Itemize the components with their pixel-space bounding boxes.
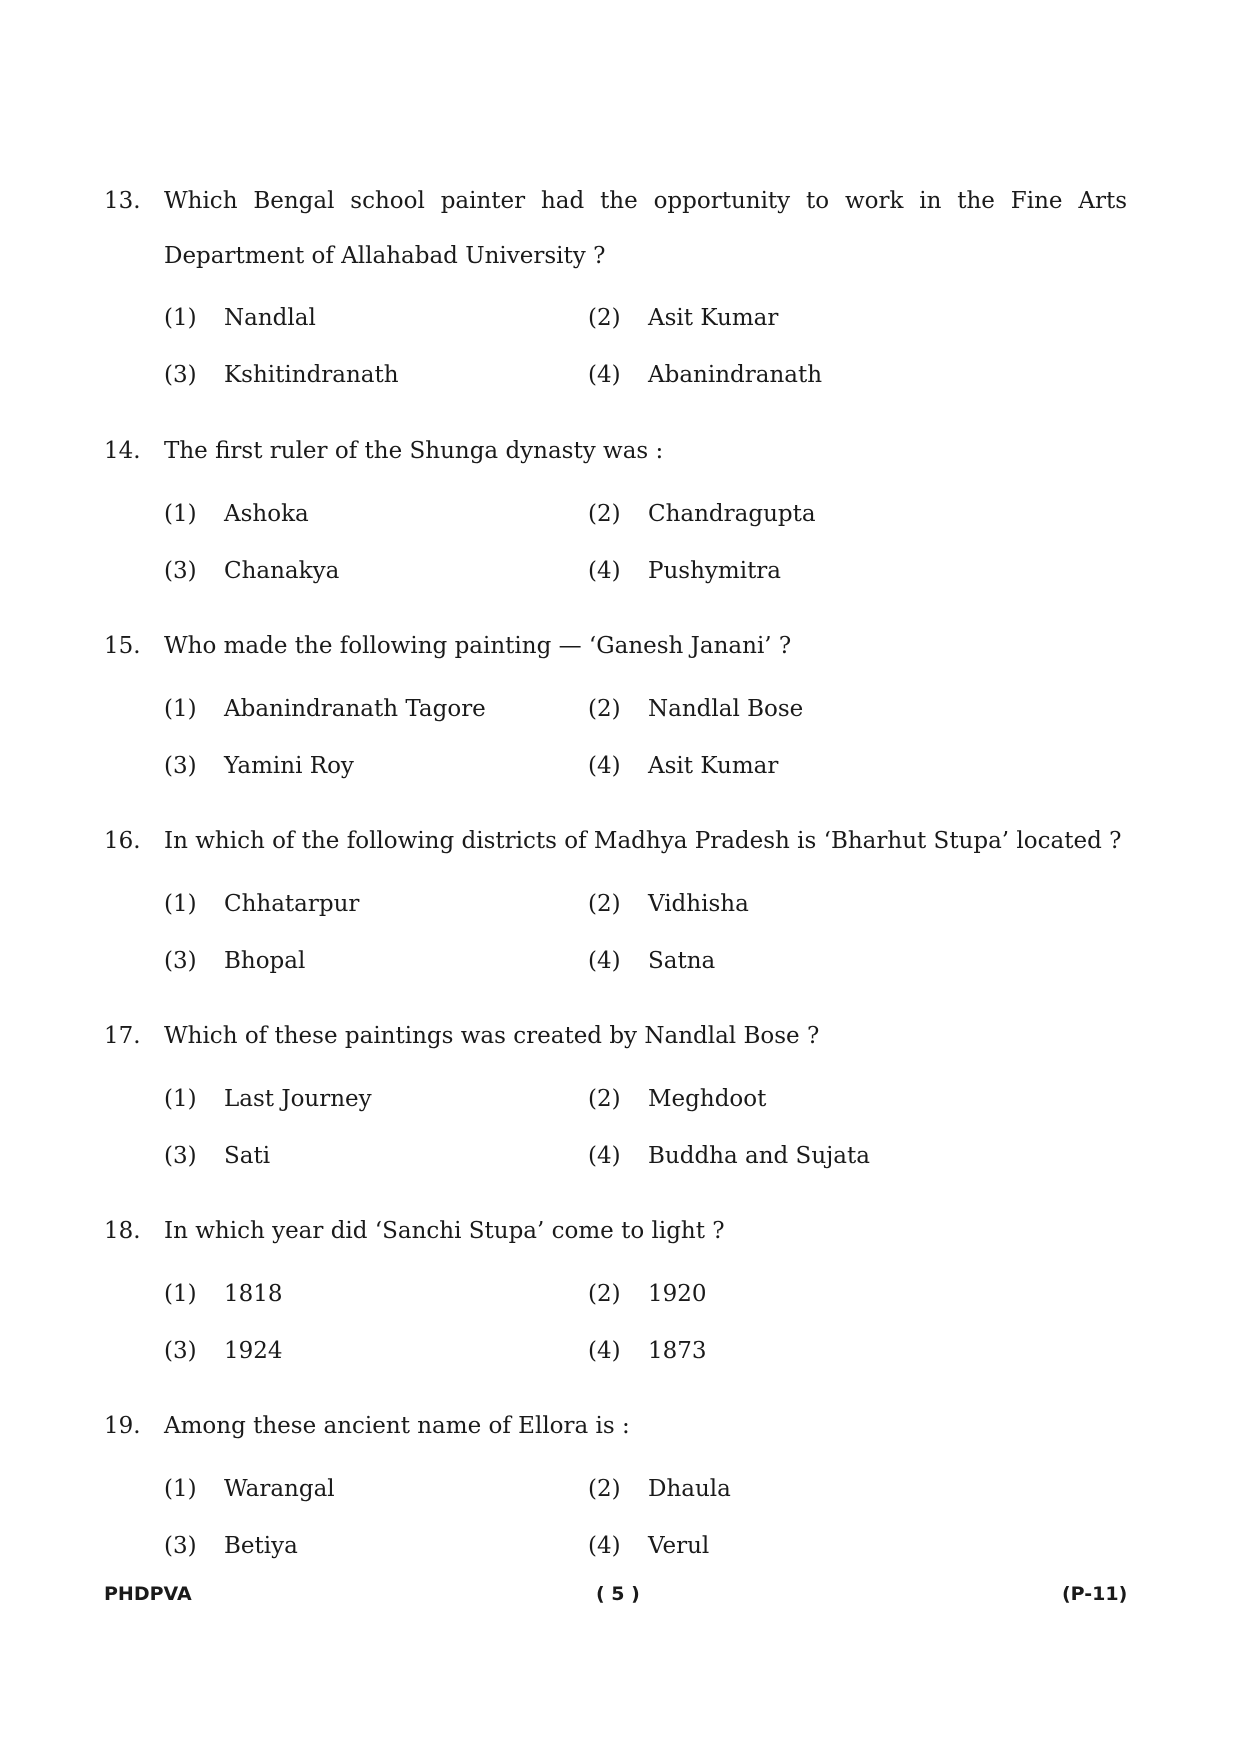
option-number: (1) (164, 501, 197, 527)
option-number: (2) (588, 891, 621, 917)
question-text: In which of the following districts of Madhya Pradesh is ‘Bharhut Stupa’ located ? (164, 828, 1122, 854)
option-number: (1) (164, 696, 197, 722)
option-number: (1) (164, 1476, 197, 1502)
option-text: Chandragupta (648, 501, 816, 527)
question-text: Among these ancient name of Ellora is : (164, 1413, 630, 1439)
option-text: Abanindranath (648, 362, 823, 388)
option-text: Bhopal (224, 948, 306, 974)
option-text: Warangal (224, 1476, 335, 1502)
option-text: 1818 (224, 1281, 283, 1307)
question-number: 14. (104, 438, 141, 464)
question-text: Who made the following painting — ‘Ganesh Janani’ ? (164, 633, 792, 659)
option-number: (3) (164, 558, 197, 584)
option-text: Betiya (224, 1533, 298, 1559)
option-text: Vidhisha (648, 891, 749, 917)
option-number: (4) (588, 753, 621, 779)
question-text: In which year did ‘Sanchi Stupa’ come to light ? (164, 1218, 725, 1244)
option-number: (2) (588, 305, 621, 331)
option-number: (4) (588, 558, 621, 584)
option-number: (2) (588, 1281, 621, 1307)
option-text: Chhatarpur (224, 891, 360, 917)
option-text: Verul (648, 1533, 710, 1559)
question-number: 13. (104, 188, 141, 214)
option-text: 1920 (648, 1281, 707, 1307)
question-text: Which Bengal school painter had the opportunity to work in the Fine Arts (164, 188, 1127, 214)
option-text: Meghdoot (648, 1086, 767, 1112)
footer-paper-code: PHDPVA (104, 1583, 192, 1605)
option-number: (1) (164, 891, 197, 917)
option-text: Nandlal (224, 305, 316, 331)
footer-page-number: ( 5 ) (596, 1583, 640, 1605)
option-number: (4) (588, 1338, 621, 1364)
option-number: (1) (164, 1086, 197, 1112)
option-text: Yamini Roy (224, 753, 354, 779)
option-text: Dhaula (648, 1476, 731, 1502)
option-text: Ashoka (224, 501, 309, 527)
option-text: Asit Kumar (648, 753, 779, 779)
option-number: (2) (588, 1476, 621, 1502)
question-text: The first ruler of the Shunga dynasty was : (164, 438, 664, 464)
option-number: (3) (164, 1143, 197, 1169)
option-text: Buddha and Sujata (648, 1143, 870, 1169)
question-text: Which of these paintings was created by Nandlal Bose ? (164, 1023, 820, 1049)
option-number: (2) (588, 696, 621, 722)
question-number: 18. (104, 1218, 141, 1244)
option-number: (1) (164, 1281, 197, 1307)
option-number: (2) (588, 1086, 621, 1112)
option-text: Pushymitra (648, 558, 782, 584)
footer-set-code: (P-11) (1062, 1583, 1128, 1605)
option-number: (1) (164, 305, 197, 331)
option-number: (3) (164, 948, 197, 974)
option-text: Abanindranath Tagore (224, 696, 486, 722)
option-text: Last Journey (224, 1086, 372, 1112)
option-number: (3) (164, 753, 197, 779)
option-number: (3) (164, 362, 197, 388)
question-text-continued: Department of Allahabad University ? (164, 243, 606, 269)
option-number: (4) (588, 948, 621, 974)
question-number: 19. (104, 1413, 141, 1439)
option-number: (4) (588, 1533, 621, 1559)
option-number: (4) (588, 1143, 621, 1169)
question-number: 17. (104, 1023, 141, 1049)
option-text: Sati (224, 1143, 271, 1169)
option-number: (3) (164, 1338, 197, 1364)
option-text: Nandlal Bose (648, 696, 804, 722)
option-text: Satna (648, 948, 716, 974)
option-text: 1873 (648, 1338, 707, 1364)
option-text: Asit Kumar (648, 305, 779, 331)
option-number: (3) (164, 1533, 197, 1559)
option-text: Chanakya (224, 558, 340, 584)
option-text: 1924 (224, 1338, 283, 1364)
option-number: (2) (588, 501, 621, 527)
question-number: 16. (104, 828, 141, 854)
option-number: (4) (588, 362, 621, 388)
option-text: Kshitindranath (224, 362, 399, 388)
question-number: 15. (104, 633, 141, 659)
